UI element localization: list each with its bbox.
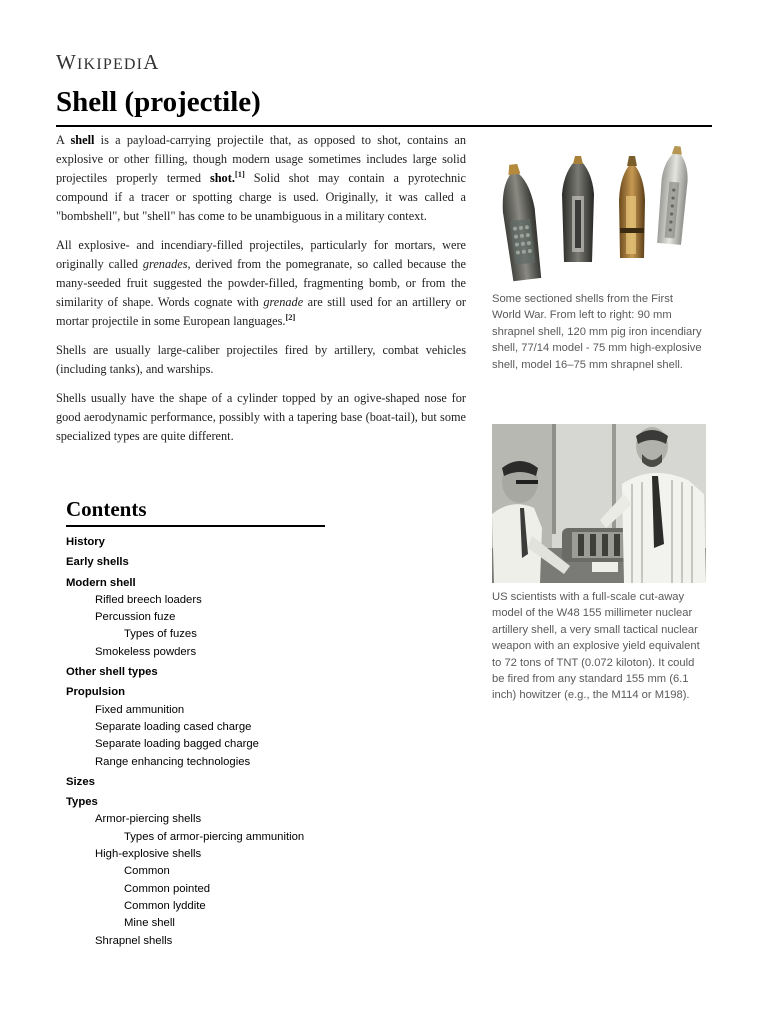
shell-90mm-shrapnel: [497, 162, 543, 281]
shell-120mm-incendiary: [562, 156, 594, 262]
sectioned-shells-image[interactable]: [492, 140, 710, 285]
term-shell: shell: [70, 133, 95, 147]
toc-item[interactable]: Separate loading bagged charge: [95, 738, 259, 751]
table-of-contents: [66, 496, 466, 950]
toc-item[interactable]: Early shells: [66, 556, 129, 569]
logo-letter-a: A: [143, 50, 160, 74]
reference-1-link[interactable]: [1]: [234, 168, 245, 179]
contents-heading: Contents: [66, 497, 147, 521]
toc-item[interactable]: Common: [124, 865, 170, 878]
w48-scientists-photo[interactable]: [492, 424, 706, 583]
w48-scientists-caption: US scientists with a full-scale cut-away model of the W48 155 millimeter nuclear artillery shell, a very small tactical nuclear weapon with an explosive yield equivalent to 72 tons of TNT (0.072 kiloton). It could be fired from any standard 155 mm (6.1 inch) howitzer (e.g., the M114 or M198).: [492, 591, 700, 702]
toc-item[interactable]: Smokeless powders: [95, 645, 197, 658]
title-divider: [56, 125, 712, 127]
p1-text-a: A: [56, 133, 71, 147]
contents-list: [66, 534, 466, 950]
intro-paragraph-1: A shell is a payload-carrying projectile that, as opposed to shot, contains an explosive or other filling, though modern usage sometimes includes large solid projectiles properly termed shot.[1] Solid shot may contain a pyrotechnic compound if a tracer or spotting charge is used. Originally, it was called a "bombshell", but "shell" has come to be unambiguous in a military context.: [56, 133, 466, 223]
reference-2-link[interactable]: [2]: [285, 311, 296, 322]
p2-text-a: All explosive- and incendiary-filled projectiles, particularly for mortars, were originally called: [56, 238, 466, 271]
sectioned-shells-caption: Some sectioned shells from the First World War. From left to right: 90 mm shrapnel shell, 120 mm pig iron incendiary shell, 77/14 model - 75 mm high-explosive shell, model 16–75 mm shrapnel shell.: [492, 293, 702, 371]
toc-item[interactable]: Fixed ammunition: [95, 703, 185, 716]
toc-item[interactable]: High-explosive shells: [95, 848, 202, 861]
wikipedia-logo[interactable]: [56, 50, 160, 75]
toc-item[interactable]: Sizes: [66, 775, 95, 788]
p2-text-c: are still used for an artillery or mortar projectile in some European languages.: [56, 295, 466, 328]
shell-75mm-shrapnel: [656, 145, 690, 245]
toc-item[interactable]: Other shell types: [66, 666, 158, 679]
page-title: Shell (projectile): [56, 86, 261, 118]
toc-item[interactable]: Common pointed: [124, 882, 211, 895]
toc-item[interactable]: Mine shell: [124, 917, 175, 930]
toc-item[interactable]: Rifled breech loaders: [95, 593, 202, 606]
intro-paragraph-4: Shells usually have the shape of a cylinder topped by an ogive-shaped nose for good aerodynamic performance, possibly with a tapering base (boat-tail), but some specialized types are quite different.: [56, 391, 466, 443]
figure-w48-scientists: [492, 424, 710, 704]
logo-letter-w: W: [56, 50, 78, 74]
contents-divider: [66, 525, 325, 527]
intro-paragraph-2: [56, 236, 466, 331]
shell-75mm-high-explosive: [619, 156, 645, 258]
toc-item[interactable]: Common lyddite: [124, 899, 206, 912]
toc-item[interactable]: Types of armor-piercing ammunition: [124, 830, 305, 843]
article-body: [56, 131, 466, 456]
toc-item[interactable]: Types of fuzes: [124, 628, 197, 641]
p1-text-d: Solid shot may contain a pyrotechnic compound if a tracer or spotting charge is used. Originally, it was called a "bombshell", but "shell" has come to be unambiguous in a military context.: [56, 171, 466, 223]
toc-item[interactable]: Armor-piercing shells: [95, 813, 202, 826]
toc-item[interactable]: Percussion fuze: [95, 611, 176, 624]
toc-item[interactable]: Range enhancing technologies: [95, 755, 251, 768]
toc-item[interactable]: Separate loading cased charge: [95, 720, 252, 733]
toc-item[interactable]: Modern shell: [66, 576, 136, 589]
toc-item[interactable]: Types: [66, 796, 98, 809]
term-grenade: grenade: [263, 295, 304, 309]
logo-letters-middle: IKIPEDI: [77, 56, 144, 73]
intro-paragraph-3: Shells are usually large-caliber projectiles fired by artillery, combat vehicles (including tanks), and warships.: [56, 343, 466, 376]
term-shot: shot: [209, 171, 232, 185]
toc-item[interactable]: Shrapnel shells: [95, 934, 173, 947]
toc-item[interactable]: Propulsion: [66, 686, 125, 699]
p2-text-b: , derived from the pomegranate, so called because the many-seeded fruit suggested the powder-filled, fragmenting bomb, or from the similarity of shape. Words cognate with: [56, 257, 466, 309]
p1-text-c: is a payload-carrying projectile that, as opposed to shot, contains an explosive or other filling, though modern usage sometimes includes large solid projectiles properly termed: [56, 133, 466, 185]
term-grenades: grenades: [142, 257, 188, 271]
toc-item[interactable]: History: [66, 536, 105, 548]
figure-sectioned-shells: [492, 140, 710, 373]
